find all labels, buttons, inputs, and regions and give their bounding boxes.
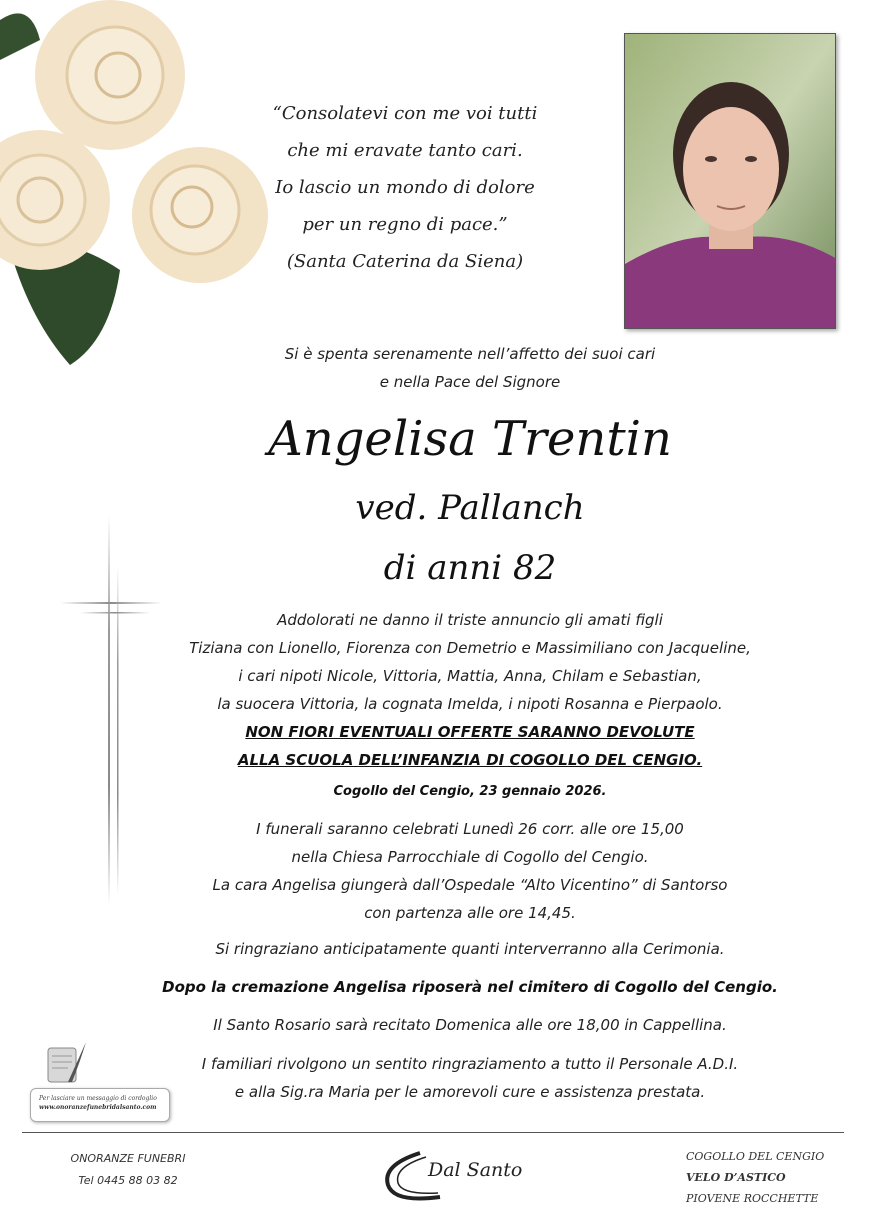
white-roses-image <box>0 0 280 370</box>
condolence-url[interactable]: www.onoranzefunebridalsanto.com <box>39 1104 157 1111</box>
intro-line: Si è spenta serenamente nell’affetto dei suoi cari <box>284 345 656 363</box>
quote-line: Io lascio un mondo di dolore <box>275 177 535 198</box>
funeral-line: I funerali saranno celebrati Lunedì 26 corr. alle ore 15,00 <box>256 820 684 838</box>
quote-line: “Consolatevi con me voi tutti <box>272 103 538 124</box>
funeral-home-contact <box>48 1148 208 1192</box>
donation-notice: ALLA SCUOLA DELL’INFANZIA DI COGOLLO DEL CENGIO. <box>237 751 703 769</box>
deceased-age: di anni 82 <box>383 548 557 588</box>
location-item: VELO D’ASTICO <box>686 1171 786 1184</box>
portrait-photo <box>624 33 836 329</box>
footer-divider <box>22 1132 844 1133</box>
widow-of: ved. Pallanch <box>355 488 585 528</box>
logo-text: Dal Santo <box>428 1159 523 1181</box>
gratitude-text <box>150 1050 790 1106</box>
funeral-details <box>150 815 790 927</box>
funeral-home-title: ONORANZE FUNEBRI <box>70 1152 186 1165</box>
family-announcement <box>150 606 790 774</box>
gratitude-line: I familiari rivolgono un sentito ringraziamento a tutto il Personale A.D.I. <box>201 1055 739 1073</box>
funeral-line: nella Chiesa Parrocchiale di Cogollo del Cengio. <box>291 848 649 866</box>
family-line: la suocera Vittoria, la cognata Imelda, i nipoti Rosanna e Pierpaolo. <box>217 695 723 713</box>
funeral-home-phone: Tel 0445 88 03 82 <box>78 1174 178 1187</box>
location-item: PIOVENE ROCCHETTE <box>686 1192 819 1205</box>
family-line: Tiziana con Lionello, Fiorenza con Demetrio e Massimiliano con Jacqueline, <box>189 639 751 657</box>
condolence-label: Per lasciare un messaggio di cordoglio <box>39 1095 157 1102</box>
locations-list <box>686 1146 846 1209</box>
dal-santo-logo <box>380 1145 530 1205</box>
intro-line: e nella Pace del Signore <box>379 373 561 391</box>
funeral-line: La cara Angelisa giungerà dall’Ospedale “Alto Vicentino” di Santorso <box>212 876 728 894</box>
quill-icon <box>38 1040 88 1088</box>
quote-block <box>270 95 540 280</box>
family-line: i cari nipoti Nicole, Vittoria, Mattia, Anna, Chilam e Sebastian, <box>238 667 702 685</box>
location-item: COGOLLO DEL CENGIO <box>686 1150 825 1163</box>
quote-line: che mi eravate tanto cari. <box>287 140 523 161</box>
rosary-text: Il Santo Rosario sarà recitato Domenica alle ore 18,00 in Cappellina. <box>213 1016 727 1034</box>
deceased-name: Angelisa Trentin <box>268 411 672 467</box>
quote-line: per un regno di pace.” <box>302 214 508 235</box>
thanks-text: Si ringraziano anticipatamente quanti interverranno alla Cerimonia. <box>215 940 725 958</box>
gratitude-line: e alla Sig.ra Maria per le amorevoli cure e assistenza prestata. <box>234 1083 706 1101</box>
intro-text <box>180 340 760 396</box>
dateline: Cogollo del Cengio, 23 gennaio 2026. <box>333 784 607 799</box>
funeral-line: con partenza alle ore 14,45. <box>364 904 576 922</box>
condolence-link[interactable] <box>30 1040 170 1122</box>
donation-notice: NON FIORI EVENTUALI OFFERTE SARANNO DEVOLUTE <box>245 723 695 741</box>
family-line: Addolorati ne danno il triste annuncio gli amati figli <box>277 611 663 629</box>
condolence-box[interactable] <box>30 1088 170 1122</box>
cremation-text: Dopo la cremazione Angelisa riposerà nel cimitero di Cogollo del Cengio. <box>162 978 778 996</box>
quote-attribution: (Santa Caterina da Siena) <box>286 251 524 272</box>
